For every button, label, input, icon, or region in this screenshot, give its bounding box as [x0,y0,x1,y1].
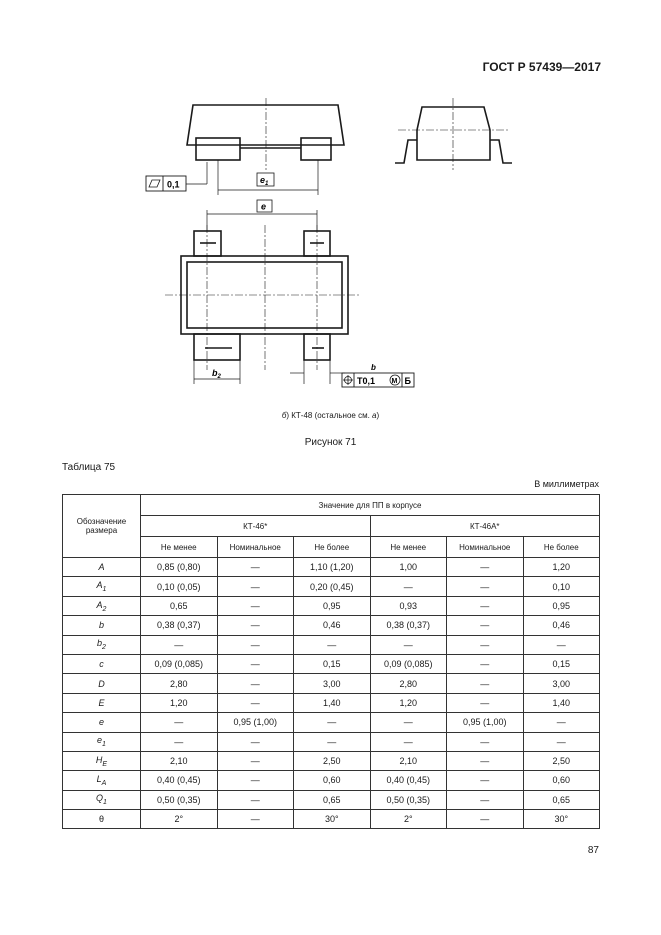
value-cell: 0,15 [294,654,371,673]
end-view-lead-right [490,140,512,163]
dimension-symbol [63,693,141,712]
subcol-header: Не более [294,537,371,558]
value-cell: — [294,732,371,751]
side-view-lead-left [196,138,240,160]
dimension-symbol [63,616,141,635]
symbol-subscript: 1 [102,585,107,593]
value-cell: — [141,732,218,751]
symbol-subscript: 1 [102,741,106,749]
side-view-body [187,105,344,145]
value-cell: — [294,713,371,732]
subcol-header: Номинальное [447,537,524,558]
b-label: b [371,363,376,372]
value-cell: 0,60 [523,771,600,790]
subfigure-caption [0,411,661,420]
value-cell: — [217,654,294,673]
table-units: В миллиметрах [534,479,599,489]
value-cell: — [217,693,294,712]
value-cell: 0,95 [294,596,371,615]
value-cell: 3,00 [523,674,600,693]
symbol-main: c [99,659,104,670]
symbol-subscript: 1 [103,799,107,807]
value-cell: 1,20 [141,693,218,712]
value-cell: 0,09 (0,085) [370,654,447,673]
value-cell: 2,80 [141,674,218,693]
package-drawing [140,90,540,400]
value-cell: 2,50 [523,751,600,770]
symbol-main: b [97,638,103,649]
package1-header: КТ-46* [141,516,371,537]
value-cell: — [447,616,524,635]
b2-label: $b_2$ [212,368,221,380]
datum-label: Б [404,376,411,386]
value-cell: 0,60 [294,771,371,790]
symbol-main: Q [96,793,104,804]
value-cell: — [294,635,371,654]
table-row [63,751,600,770]
dimension-symbol [63,790,141,809]
value-cell: 2,10 [370,751,447,770]
standard-header: ГОСТ Р 57439—2017 [482,60,601,74]
e1-label: $e_1$ [260,175,269,187]
page-number: 87 [587,845,599,856]
symbol-main: e [97,735,103,746]
value-group-header: Значение для ПП в корпусе [141,495,600,516]
value-cell: — [447,596,524,615]
table-row [63,674,600,693]
value-cell: — [447,790,524,809]
subfigure-close: ) [376,411,380,420]
value-cell: 1,20 [370,693,447,712]
value-cell: 2,10 [141,751,218,770]
table-row [63,558,600,577]
table-row [63,790,600,809]
dimensions-table [62,494,600,829]
value-cell: 0,10 [523,577,600,596]
symbol-main: D [98,678,105,689]
value-cell: 0,65 [523,790,600,809]
dimension-symbol [63,577,141,596]
value-cell: 1,40 [294,693,371,712]
value-cell: — [523,713,600,732]
value-cell: 0,46 [294,616,371,635]
dimension-symbol [63,732,141,751]
value-cell: — [447,693,524,712]
symbol-subscript: 2 [102,605,107,613]
symbol-main: θ [98,814,104,825]
value-cell: — [217,635,294,654]
figure-caption: Рисунок 71 [304,437,357,448]
value-cell: 2,50 [294,751,371,770]
table-row [63,654,600,673]
value-cell: — [447,732,524,751]
value-cell: — [217,577,294,596]
value-cell: 30° [523,810,600,829]
position-icon [343,375,353,385]
value-cell: 0,95 (1,00) [447,713,524,732]
value-cell: — [447,635,524,654]
value-cell: 0,93 [370,596,447,615]
side-view-lead-right [301,138,331,160]
symbol-main: E [98,697,105,708]
subheader-row [63,537,600,558]
value-cell: — [217,596,294,615]
symbol-main: A [96,599,103,610]
value-cell: — [447,810,524,829]
value-cell: — [217,771,294,790]
symbol-main: L [96,774,102,785]
value-cell: — [370,577,447,596]
symbol-main: b [98,620,104,631]
value-cell: — [447,654,524,673]
subfigure-text: ) КТ-48 (остальное см. [286,411,373,420]
symbol-subscript: 2 [102,644,106,652]
value-cell: — [447,577,524,596]
table-row [63,771,600,790]
value-cell: — [370,635,447,654]
value-cell: 1,20 [523,558,600,577]
symbol-main: A [98,562,105,573]
table-row [63,732,600,751]
value-cell: — [217,674,294,693]
bottom-lead-3 [194,334,240,360]
value-cell: — [447,674,524,693]
dimension-symbol [63,751,141,770]
value-cell: — [523,635,600,654]
value-cell: — [217,751,294,770]
symbol-main: e [98,717,104,728]
value-cell: 0,65 [294,790,371,809]
dimension-symbol [63,654,141,673]
value-cell: — [217,790,294,809]
dimension-symbol [63,713,141,732]
value-cell: — [217,616,294,635]
end-view-body [417,107,490,160]
subcol-header: Не менее [141,537,218,558]
value-cell: — [370,713,447,732]
value-cell: — [447,558,524,577]
value-cell: — [141,635,218,654]
value-cell: 0,10 (0,05) [141,577,218,596]
value-cell: — [217,810,294,829]
table-row [63,635,600,654]
table-row [63,616,600,635]
value-cell: 0,40 (0,45) [141,771,218,790]
subcol-header: Не менее [370,537,447,558]
value-cell: — [217,732,294,751]
value-cell: 0,65 [141,596,218,615]
value-cell: 0,20 (0,45) [294,577,371,596]
subcol-header: Не более [523,537,600,558]
value-cell: 30° [294,810,371,829]
value-cell: 2° [370,810,447,829]
end-view-lead-left [395,140,417,163]
value-cell: — [141,713,218,732]
dimension-symbol [63,771,141,790]
value-cell: 2,80 [370,674,447,693]
dimension-symbol [63,635,141,654]
table-row [63,693,600,712]
param-header: Обозначение размера [63,495,141,558]
dimension-symbol [63,596,141,615]
value-cell: — [217,558,294,577]
value-cell: 0,40 (0,45) [370,771,447,790]
e-label: e [261,201,267,212]
position-tolerance: T0,1 [357,376,376,386]
subcol-header: Номинальное [217,537,294,558]
table-row [63,810,600,829]
value-cell: 2° [141,810,218,829]
value-cell: 1,00 [370,558,447,577]
symbol-main: H [95,754,103,765]
dimension-symbol [63,674,141,693]
subfigure-letter: б [281,411,287,420]
value-cell: 0,50 (0,35) [370,790,447,809]
value-cell: — [447,771,524,790]
value-cell: 1,40 [523,693,600,712]
value-cell: 0,09 (0,085) [141,654,218,673]
value-cell: 0,46 [523,616,600,635]
value-cell: — [447,751,524,770]
package2-header: КТ-46А* [370,516,600,537]
dimension-symbol [63,810,141,829]
dimension-symbol [63,558,141,577]
value-cell: 0,38 (0,37) [370,616,447,635]
flatness-icon [149,180,160,187]
symbol-main: A [96,580,103,591]
value-cell: 1,10 (1,20) [294,558,371,577]
value-cell: 0,95 (1,00) [217,713,294,732]
value-cell: 0,85 (0,80) [141,558,218,577]
value-cell: — [370,732,447,751]
table-row [63,713,600,732]
value-cell: — [523,732,600,751]
symbol-subscript: A [101,779,107,787]
table-row [63,596,600,615]
symbol-subscript: E [102,760,108,768]
flatness-tolerance: 0,1 [167,179,180,190]
value-cell: 0,50 (0,35) [141,790,218,809]
value-cell: 3,00 [294,674,371,693]
value-cell: 0,38 (0,37) [141,616,218,635]
mmc-label: M [391,378,398,385]
table-title: Таблица 75 [62,462,116,473]
table-row [63,577,600,596]
value-cell: 0,95 [523,596,600,615]
subfigure-ref: а [372,411,377,420]
value-cell: 0,15 [523,654,600,673]
